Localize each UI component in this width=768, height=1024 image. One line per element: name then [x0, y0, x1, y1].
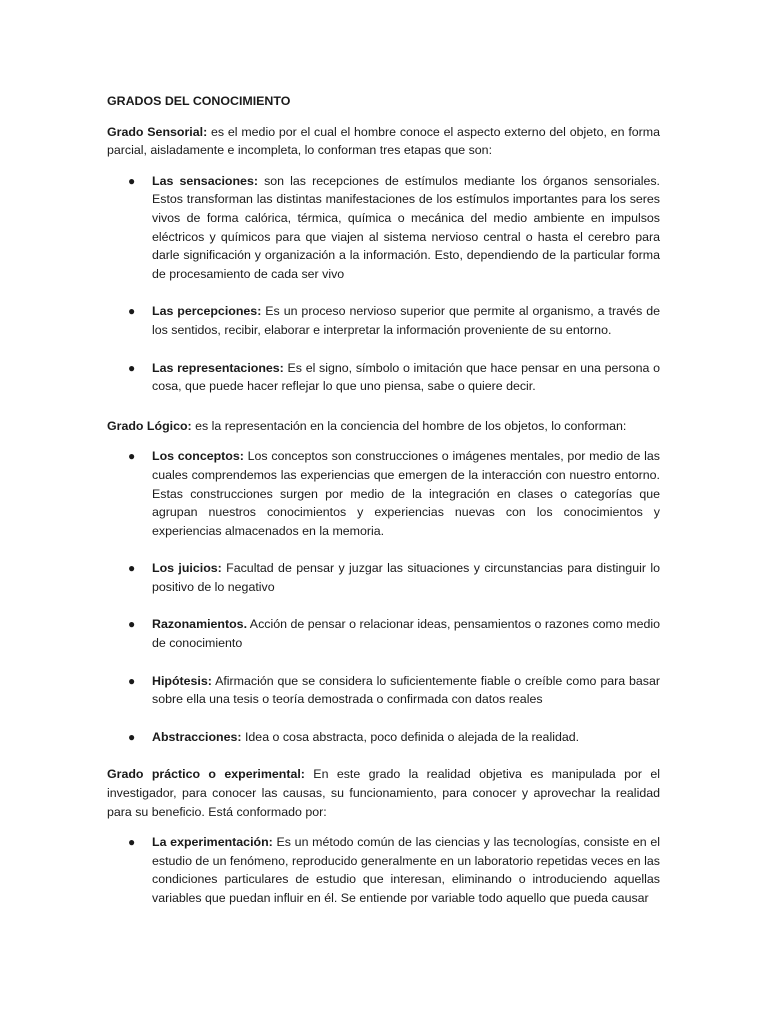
section-text: es la representación en la conciencia del hombre de los objetos, lo conforman:	[191, 418, 627, 433]
document-title: GRADOS DEL CONOCIMIENTO	[107, 94, 291, 108]
bullet-icon: ●	[128, 561, 136, 576]
item-term: Las representaciones:	[152, 360, 284, 375]
item-text: Facultad de pensar y juzgar las situaciones y circunstancias para distinguir lo positivo de lo negativo	[152, 561, 660, 594]
list-item	[107, 447, 660, 540]
item-term: Razonamientos.	[152, 617, 248, 632]
section-lead: Grado Lógico:	[107, 418, 192, 433]
item-term: Las percepciones:	[152, 304, 262, 319]
section-grado-sensorial	[107, 123, 660, 396]
bullet-icon: ●	[128, 173, 136, 188]
item-text: Es un método común de las ciencias y las tecnologías, consiste en el estudio de un fenómeno, reproducido generalmente en un laboratorio repetidas veces en las condiciones particulares de estudio que interesan, eliminando o introduciendo aquellas variables que puedan influir en él. Se entiende por variable todo aquello que pueda causar	[152, 835, 660, 905]
item-term: La experimentación:	[152, 835, 273, 850]
item-term: Hipótesis:	[152, 673, 212, 688]
item-text: Idea o cosa abstracta, poco definida o alejada de la realidad.	[241, 729, 580, 744]
item-term: Las sensaciones:	[152, 173, 258, 188]
bullet-icon: ●	[128, 360, 136, 375]
item-term: Abstracciones:	[152, 729, 242, 744]
list-item	[107, 672, 660, 709]
item-text: Los conceptos son construcciones o imágenes mentales, por medio de las cuales comprendemos las experiencias que emergen de la interacción con nuestro entorno. Estas construcciones surgen por medio de la integración en clases o categorías que agrupan nuestros conocimientos y experiencias nuevas con los conocimientos y experiencias almacenados en la memoria.	[152, 449, 660, 538]
bullet-icon: ●	[128, 304, 136, 319]
item-text: Acción de pensar o relacionar ideas, pensamientos o razones como medio de conocimiento	[152, 617, 660, 651]
list-item	[107, 302, 660, 339]
section-grado-practico	[107, 765, 660, 907]
item-text: Es un proceso nervioso superior que permite al organismo, a través de los sentidos, recibir, elaborar e interpretar la información proveniente de su entorno.	[152, 304, 661, 337]
list-item	[107, 359, 660, 396]
section-lead: Grado práctico o experimental:	[107, 767, 305, 782]
bullet-icon: ●	[128, 673, 136, 688]
section-text: En este grado la realidad objetiva es manipulada por el investigador, para conocer las causas, su funcionamiento, para conocer y aprovechar la realidad para su beneficio. Está conformado por:	[107, 767, 661, 819]
item-term: Los conceptos:	[152, 449, 244, 464]
section-text: es el medio por el cual el hombre conoce el aspecto externo del objeto, en forma parcial, aisladamente e incompleta, lo conforman tres etapas que son:	[107, 124, 660, 158]
bullet-list	[107, 447, 660, 746]
bullet-list	[107, 172, 660, 396]
section-grado-logico	[107, 417, 660, 747]
bullet-list	[107, 833, 660, 907]
section-intro	[107, 417, 660, 436]
item-term: Los juicios:	[152, 561, 222, 576]
bullet-icon: ●	[128, 835, 136, 850]
section-intro	[107, 765, 660, 821]
list-item	[107, 833, 660, 907]
list-item	[107, 172, 660, 284]
list-item	[107, 615, 660, 652]
bullet-icon: ●	[128, 729, 136, 744]
section-intro	[107, 123, 660, 160]
item-text: son las recepciones de estímulos mediante los órganos sensoriales. Estos transforman las distintas manifestaciones de los estímulos importantes para los seres vivos de forma calórica, térmica, química o mecánica del medio ambiente en impulsos eléctricos y químicos para que viajen al sistema nervioso central o hasta el cerebro para darle significación y organización a la información. Esto, dependiendo de la particular forma de procesamiento de cada ser vivo	[152, 173, 660, 281]
document-page	[107, 92, 660, 927]
item-text: Afirmación que se considera lo suficientemente fiable o creíble como para basar sobre ella una tesis o teoría demostrada o confirmada con datos reales	[152, 673, 660, 707]
list-item	[107, 728, 660, 747]
bullet-icon: ●	[128, 617, 136, 632]
section-lead: Grado Sensorial:	[107, 124, 208, 139]
list-item	[107, 559, 660, 596]
bullet-icon: ●	[128, 449, 136, 464]
item-text: Es el signo, símbolo o imitación que hace pensar en una persona o cosa, que puede hacer reflejar lo que uno piensa, sabe o quiere decir.	[152, 360, 660, 394]
